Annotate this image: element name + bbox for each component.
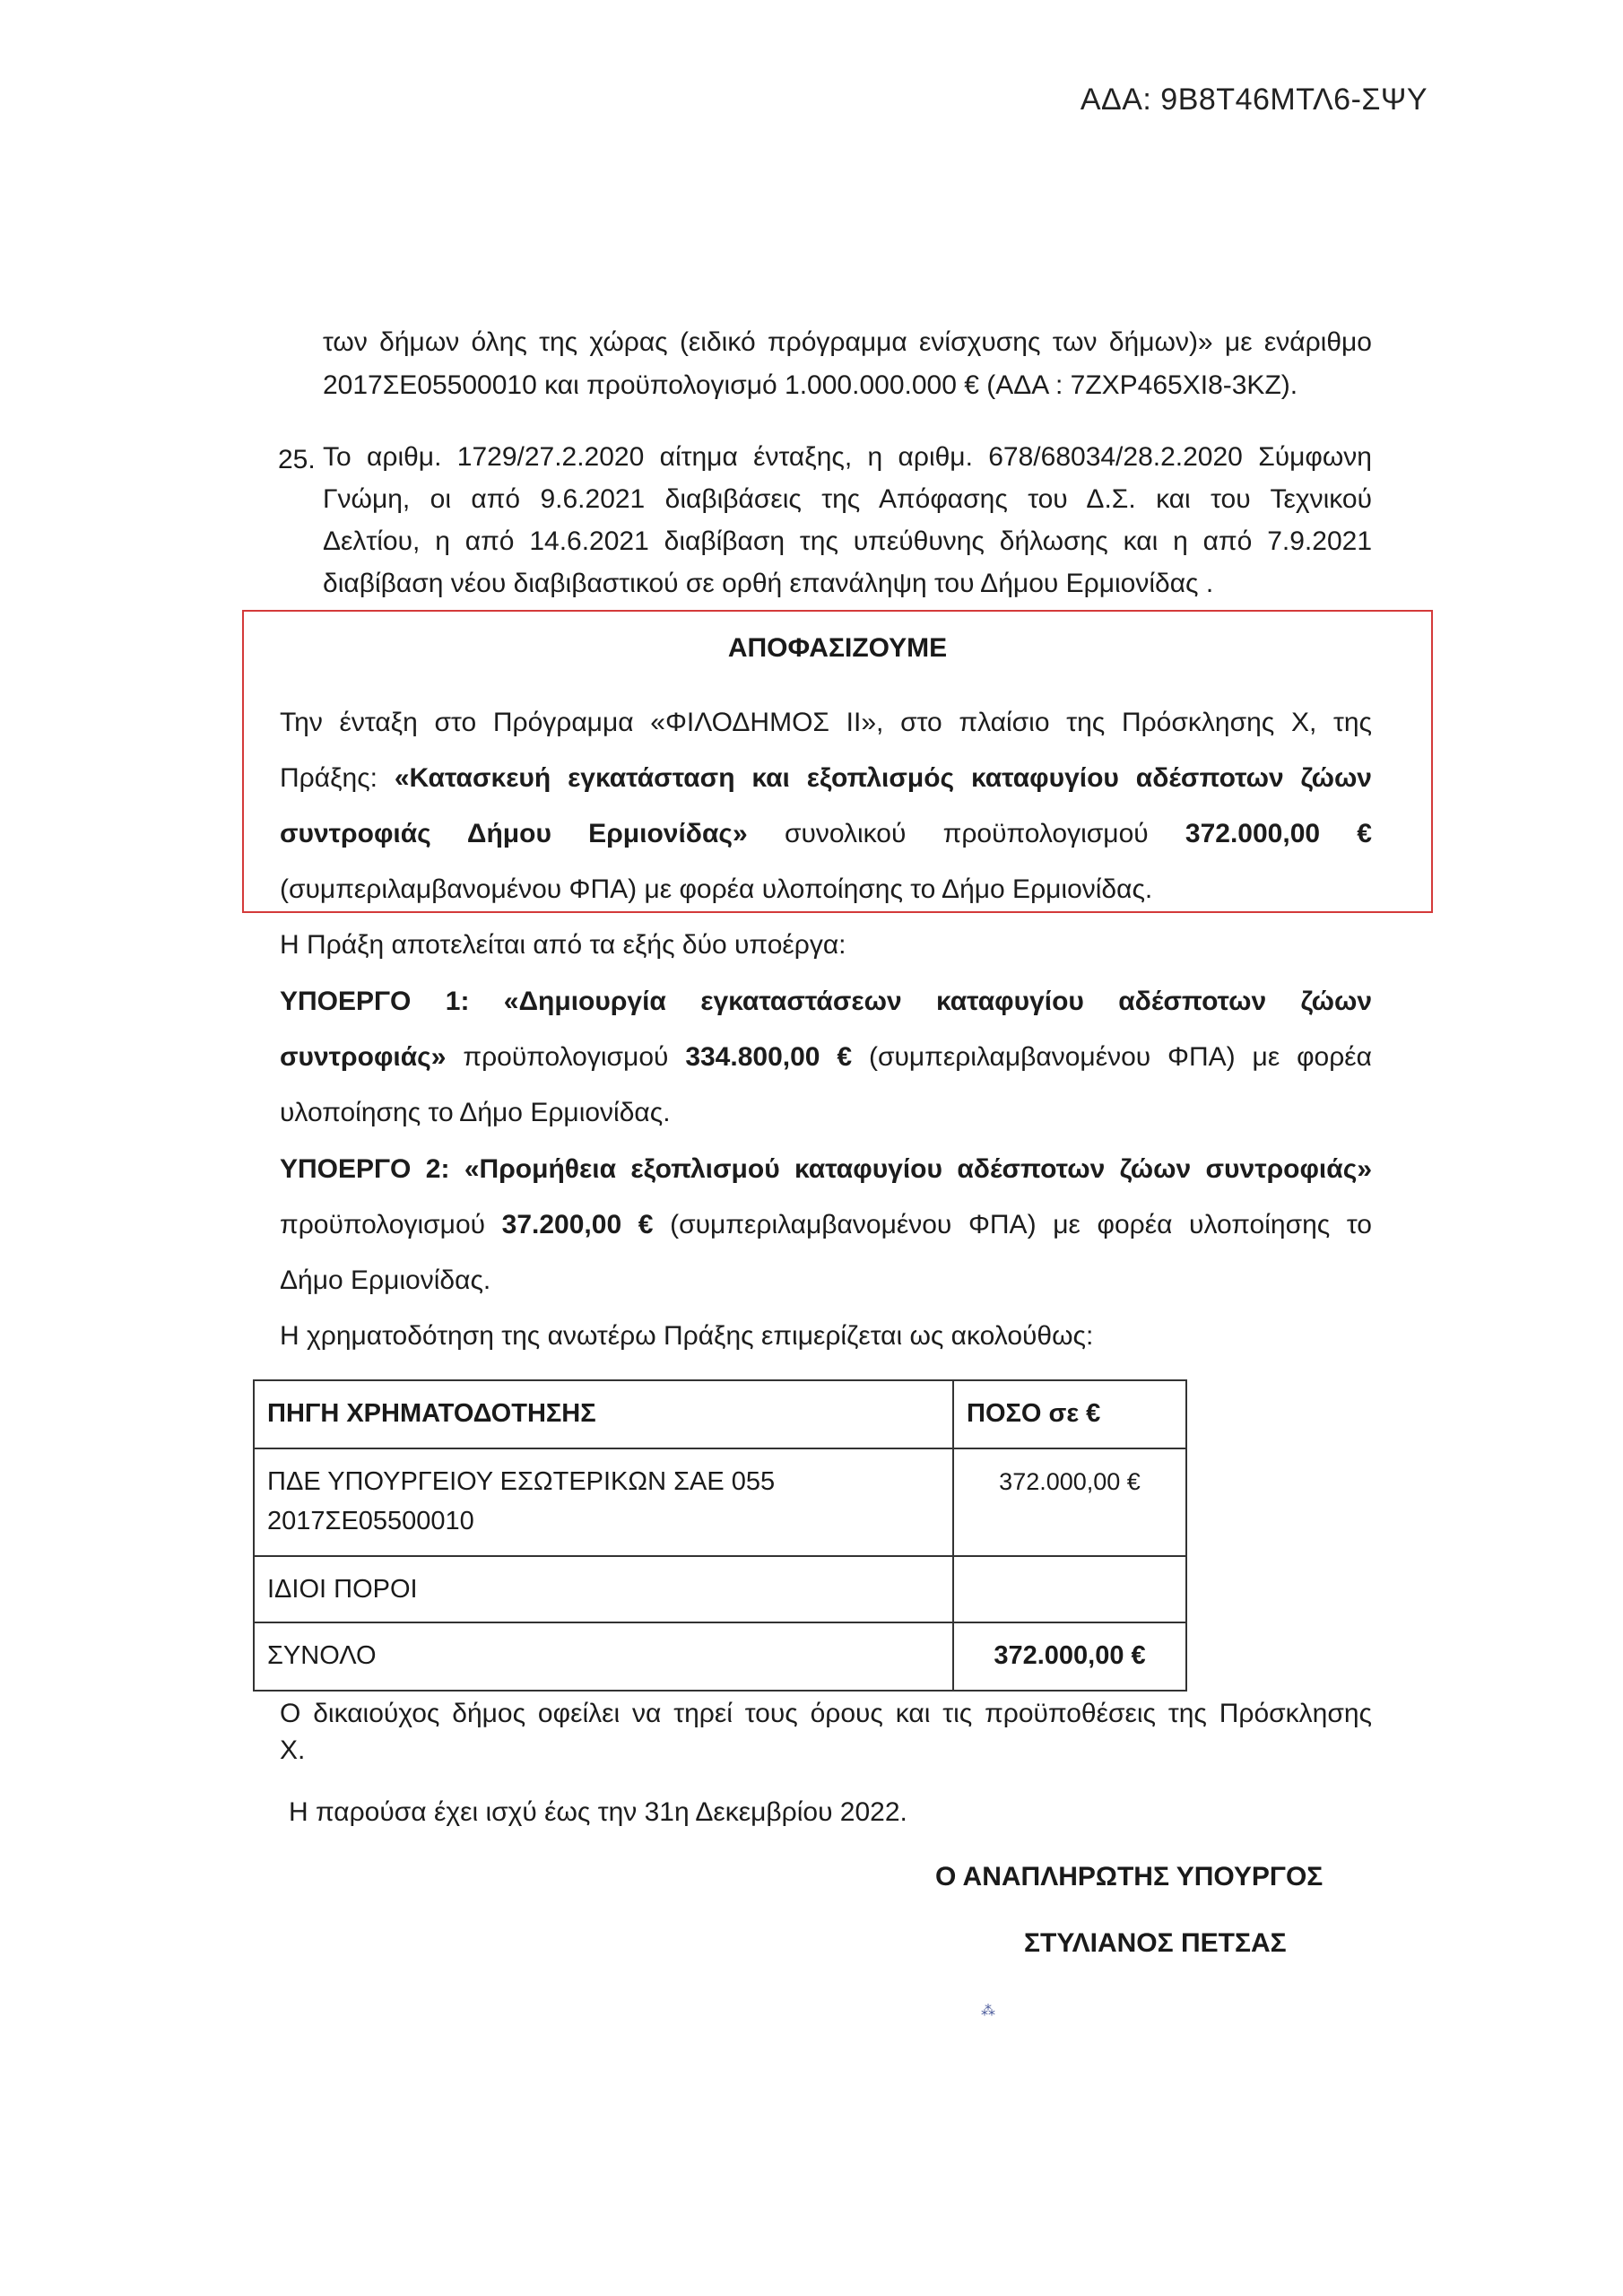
subproject-2-budget-amount: 37.200,00 € bbox=[501, 1210, 654, 1239]
funding-table bbox=[253, 1379, 1187, 1692]
row-1-source bbox=[254, 1448, 953, 1556]
subproject-1-budget-label: προϋπολογισμού bbox=[463, 1042, 669, 1072]
decision-line-1: Την ένταξη στο Πρόγραμμα «ΦΙΛΟΔΗΜΟΣ ΙΙ», στο πλαίσιο της Πρόσκλησης Χ, της bbox=[280, 708, 1372, 737]
funding-table-header bbox=[254, 1380, 1186, 1448]
row-1-source-line-1: ΠΔΕ ΥΠΟΥΡΓΕΙΟΥ ΕΣΩΤΕΡΙΚΩΝ ΣΑΕ 055 bbox=[267, 1467, 776, 1496]
intro-line-1: των δήμων όλης της χώρας (ειδικό πρόγραμμα ενίσχυσης των δήμων)» με ενάριθμο bbox=[323, 327, 1372, 357]
subproject-2-line-3: Δήμο Ερμιονίδας. bbox=[280, 1265, 491, 1295]
row-1-amount: 372.000,00 € bbox=[953, 1448, 1186, 1556]
subprojects-intro: Η Πράξη αποτελείται από τα εξής δύο υποέργα: bbox=[280, 930, 846, 960]
validity-text: Η παρούσα έχει ισχύ έως την 31η Δεκεμβρίου 2022. bbox=[289, 1797, 907, 1827]
decision-line-4: (συμπεριλαμβανομένου ΦΠΑ) με φορέα υλοποίησης το Δήμο Ερμιονίδας. bbox=[280, 874, 1153, 904]
item-25-line-4: διαβίβαση νέου διαβιβαστικού σε ορθή επανάληψη του Δήμου Ερμιονίδας . bbox=[323, 569, 1214, 598]
decision-project-title-end: συντροφιάς Δήμου Ερμιονίδας» bbox=[280, 819, 748, 848]
row-1-source-line-2: 2017ΣΕ05500010 bbox=[267, 1507, 474, 1535]
row-2-source: ΙΔΙΟΙ ΠΟΡΟΙ bbox=[254, 1556, 953, 1622]
subproject-2-vat-text: (συμπεριλαμβανομένου ΦΠΑ) με φορέα υλοποίησης το bbox=[670, 1210, 1372, 1239]
signature-name: ΣΤΥΛΙΑΝΟΣ ΠΕΤΣΑΣ bbox=[1024, 1928, 1287, 1958]
funding-table-total bbox=[254, 1622, 1186, 1691]
closing-line-1: Ο δικαιούχος δήμος οφείλει να τηρεί τους όρους και τις προϋποθέσεις της Πρόσκλησης bbox=[280, 1699, 1372, 1728]
total-label: ΣΥΝΟΛΟ bbox=[254, 1622, 953, 1691]
signature-title: Ο ΑΝΑΠΛΗΡΩΤΗΣ ΥΠΟΥΡΓΟΣ bbox=[935, 1862, 1324, 1892]
subproject-1-title-end: συντροφιάς» bbox=[280, 1042, 447, 1072]
table-row bbox=[254, 1556, 1186, 1622]
header-source: ΠΗΓΗ ΧΡΗΜΑΤΟΔΟΤΗΣΗΣ bbox=[254, 1380, 953, 1448]
decision-line-2 bbox=[280, 757, 1372, 799]
intro-line-2: 2017ΣΕ05500010 και προϋπολογισμό 1.000.000.000 € (ΑΔΑ : 7ΖΧΡ465ΧΙ8-3ΚΖ). bbox=[323, 370, 1298, 400]
decision-project-title: «Κατασκευή εγκατάσταση και εξοπλισμός καταφυγίου αδέσποτων ζώων bbox=[394, 763, 1372, 793]
subproject-2-line-1: ΥΠΟΕΡΓΟ 2: «Προμήθεια εξοπλισμού καταφυγίου αδέσποτων ζώων συντροφιάς» bbox=[280, 1154, 1372, 1184]
decision-budget-amount: 372.000,00 € bbox=[1185, 819, 1372, 848]
ada-code: ΑΔΑ: 9Β8Τ46ΜΤΛ6-ΣΨΥ bbox=[1080, 83, 1428, 117]
decision-heading: ΑΠΟΦΑΣΙΖΟΥΜΕ bbox=[727, 633, 948, 663]
stamp-mark: ⁂ bbox=[981, 2004, 995, 2019]
item-25-line-1: Το αριθμ. 1729/27.2.2020 αίτημα ένταξης, η αριθμ. 678/68034/28.2.2020 Σύμφωνη bbox=[323, 442, 1372, 472]
table-row bbox=[254, 1448, 1186, 1556]
funding-intro: Η χρηματοδότηση της ανωτέρω Πράξης επιμερίζεται ως ακολούθως: bbox=[280, 1321, 1094, 1351]
decision-line-2-prefix: Πράξης: bbox=[280, 763, 378, 793]
closing-line-2: Χ. bbox=[280, 1735, 306, 1765]
item-25-line-2: Γνώμη, οι από 9.6.2021 διαβιβάσεις της Απόφασης του Δ.Σ. και του Τεχνικού bbox=[323, 484, 1372, 514]
row-2-amount bbox=[953, 1556, 1186, 1622]
subproject-1-line-2 bbox=[280, 1036, 1372, 1078]
subproject-1-line-3: υλοποίησης το Δήμο Ερμιονίδας. bbox=[280, 1098, 671, 1127]
subproject-1-budget-amount: 334.800,00 € bbox=[685, 1042, 853, 1072]
header-amount: ΠΟΣΟ σε € bbox=[953, 1380, 1186, 1448]
decision-budget-label: συνολικού προϋπολογισμού bbox=[784, 819, 1149, 848]
subproject-2-line-2 bbox=[280, 1204, 1372, 1246]
total-amount: 372.000,00 € bbox=[953, 1622, 1186, 1691]
subproject-2-budget-label: προϋπολογισμού bbox=[280, 1210, 486, 1239]
subproject-1-line-1: ΥΠΟΕΡΓΟ 1: «Δημιουργία εγκαταστάσεων καταφυγίου αδέσποτων ζώων bbox=[280, 987, 1372, 1016]
item-25-number: 25. bbox=[278, 445, 316, 474]
item-25-line-3: Δελτίου, η από 14.6.2021 διαβίβαση της υπεύθυνης δήλωσης και η από 7.9.2021 bbox=[323, 526, 1372, 556]
decision-line-3 bbox=[280, 813, 1372, 855]
subproject-1-vat-text: (συμπεριλαμβανομένου ΦΠΑ) με φορέα bbox=[868, 1042, 1373, 1072]
